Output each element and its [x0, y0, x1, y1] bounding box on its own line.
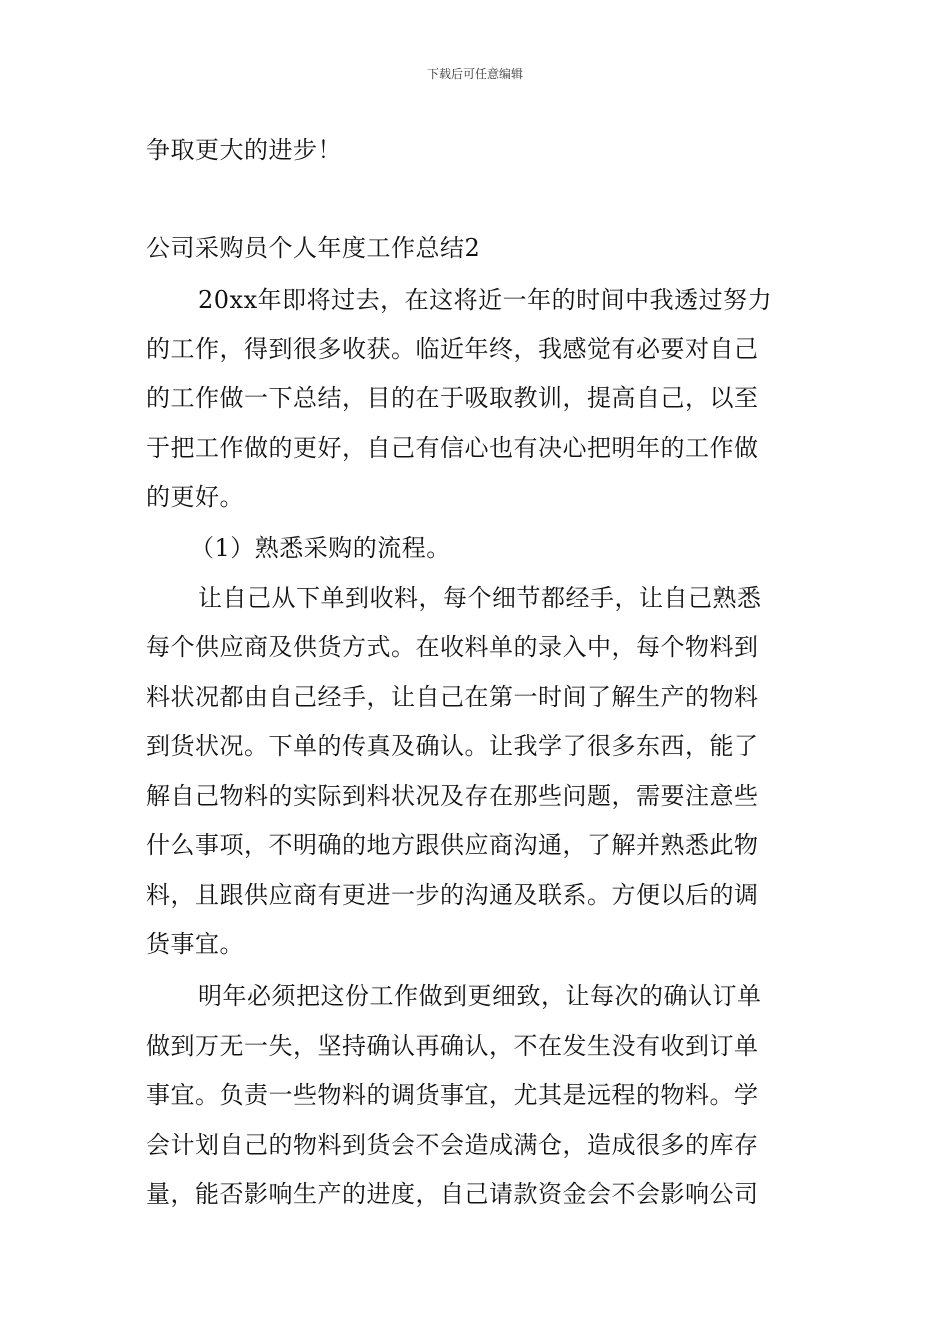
document-title: 公司采购员个人年度工作总结2 [146, 234, 481, 262]
paragraph-line: 什么事项，不明确的地方跟供应商沟通，了解并熟悉此物 [146, 831, 759, 859]
paragraph-line: 解自己物料的实际到料状况及存在那些问题，需要注意些 [146, 782, 759, 810]
paragraph-line: 量，能否影响生产的进度，自己请款资金会不会影响公司 [146, 1180, 759, 1208]
paragraph-line: 20xx年即将过去，在这将近一年的时间中我透过努力 [198, 286, 773, 314]
page-header-note: 下载后可任意编辑 [426, 67, 523, 81]
paragraph-line: 料，且跟供应商有更进一步的沟通及联系。方便以后的调 [146, 881, 759, 909]
paragraph-line: 的工作，得到很多收获。临近年终，我感觉有必要对自己 [146, 335, 759, 363]
paragraph-line: 让自己从下单到收料，每个细节都经手，让自己熟悉 [198, 584, 762, 612]
paragraph-line: 明年必须把这份工作做到更细致，让每次的确认订单 [198, 982, 762, 1010]
paragraph-line: 每个供应商及供货方式。在收料单的录入中，每个物料到 [146, 633, 759, 661]
paragraph-line: 做到万无一失，坚持确认再确认，不在发生没有收到订单 [146, 1032, 759, 1060]
paragraph-line: 货事宜。 [146, 930, 244, 958]
paragraph-line: 到货状况。下单的传真及确认。让我学了很多东西，能了 [146, 732, 759, 760]
section-heading: （1）熟悉采购的流程。 [190, 534, 451, 562]
paragraph-line: 会计划自己的物料到货会不会造成满仓，造成很多的库存 [146, 1131, 759, 1159]
paragraph-line: 事宜。负责一些物料的调货事宜，尤其是远程的物料。学 [146, 1081, 759, 1109]
paragraph-line: 料状况都由自己经手，让自己在第一时间了解生产的物料 [146, 683, 759, 711]
paragraph-line: 的工作做一下总结，目的在于吸取教训，提高自己，以至 [146, 384, 759, 412]
paragraph-line: 于把工作做的更好，自己有信心也有决心把明年的工作做 [146, 434, 759, 462]
paragraph-line: 的更好。 [146, 483, 244, 511]
closing-line: 争取更大的进步！ [146, 136, 342, 164]
